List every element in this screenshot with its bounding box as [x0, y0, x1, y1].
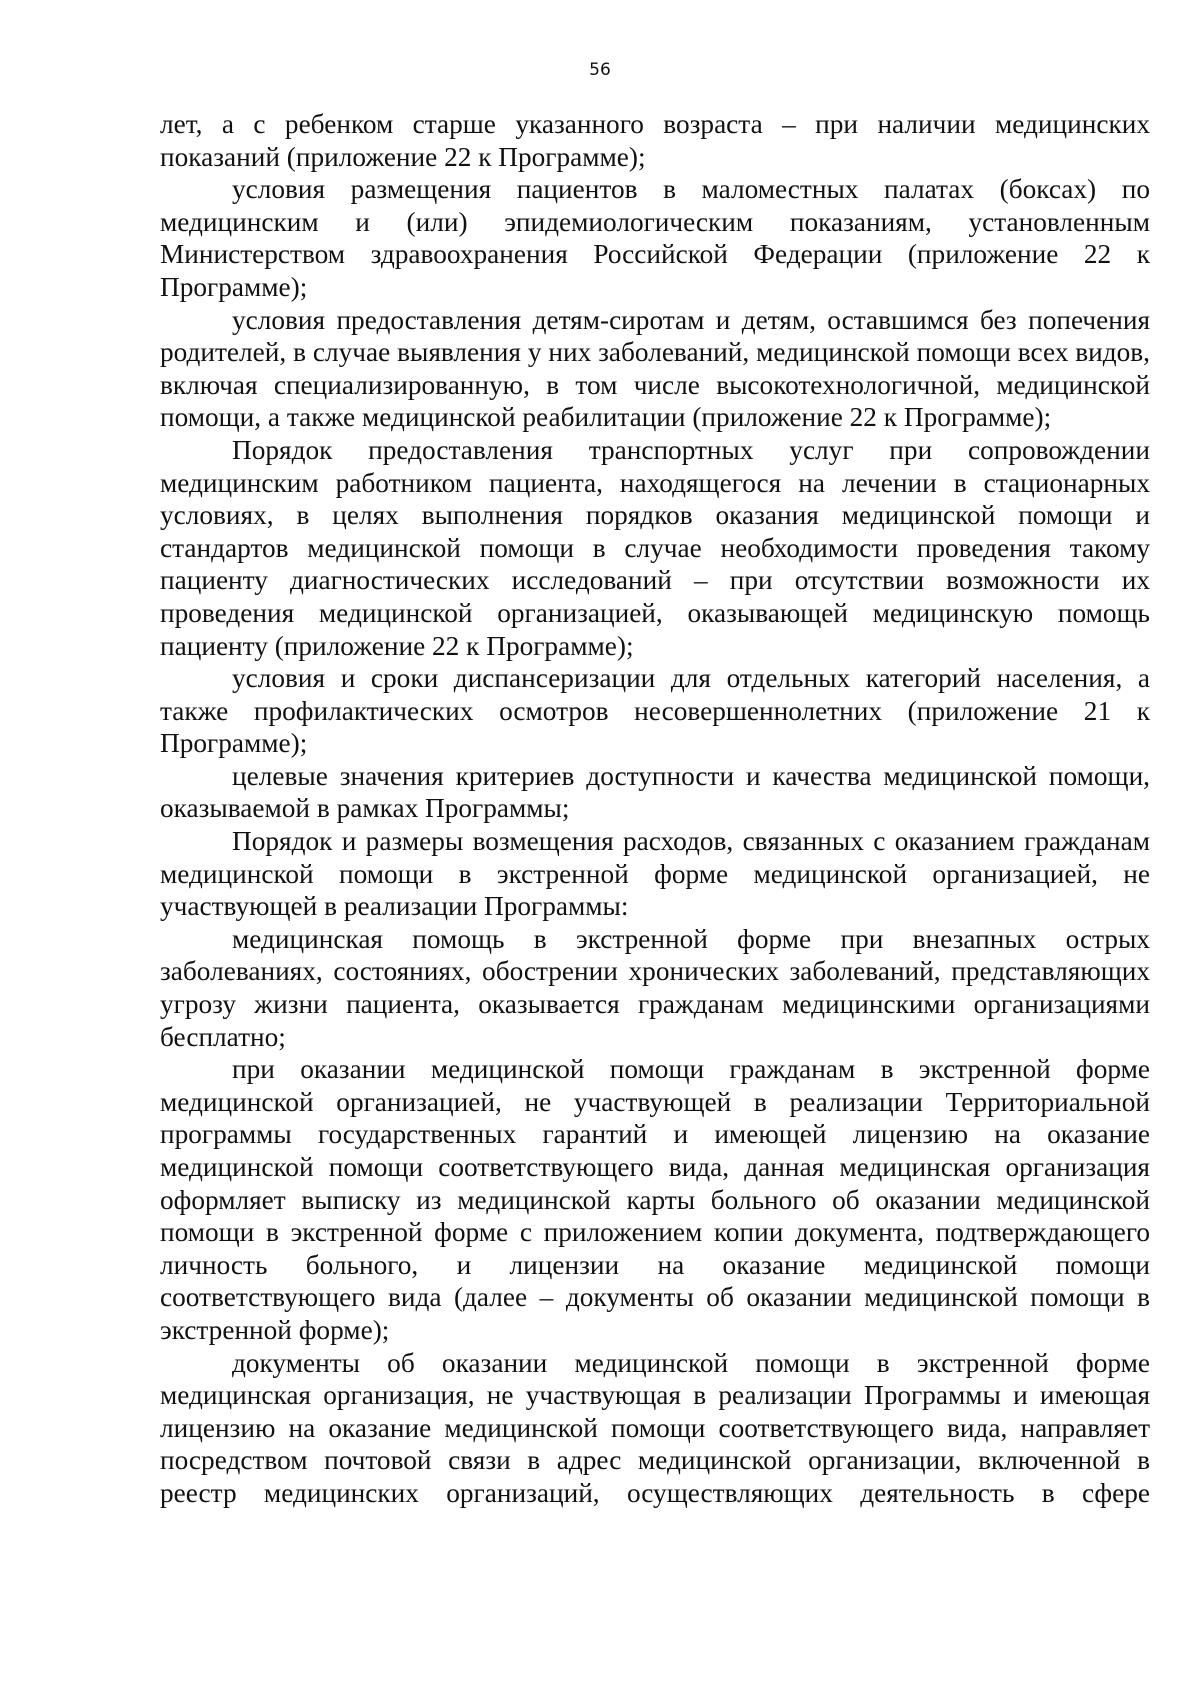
paragraph-orphans-conditions: условия предоставления детям-сиротам и детям, оставшимся без попечения родителей, в случае выявления у них заболеваний, медицинской помощи всех видов, включая специализированную, в том числе высокотехнологичной, медицинской помощи, а также медицинской реабилитации (приложение 22 к Программе); [160, 304, 1150, 433]
paragraph-documents-mailing: документы об оказании медицинской помощи в экстренной форме медицинская организация, не участвующая в реализации Программы и имеющая лицензию на оказание медицинской помощи соответствующего вида, направляет посредством почтовой связи в адрес медицинской организации, включенной в реестр медицинских организаций, осуществляющих деятельность в сфере [160, 1347, 1150, 1508]
paragraph-boxes-conditions: условия размещения пациентов в маломестных палатах (боксах) по медицинским и (или) эпидемиологическим показаниям, установленным Министерством здравоохранения Российской Федерации (приложение 22 к Программе); [160, 174, 1150, 302]
paragraph-reimbursement-procedure: Порядок и размеры возмещения расходов, связанных с оказанием гражданам медицинской помощи в экстренной форме медицинской организацией, не участвующей в реализации Программы: [160, 826, 1150, 922]
paragraph-emergency-care-documents: при оказании медицинской помощи гражданам в экстренной форме медицинской организацией, не участвующей в реализации Территориальной программы государственных гарантий и имеющей лицензию на оказание медицинской помощи соответствующего вида, данная медицинская организация оформляет выписку из медицинской карты больного об оказании медицинской помощи в экстренной форме с приложением копии документа, подтверждающего личность больного, и лицензии на оказание медицинской помощи соответствующего вида (далее – документы об оказании медицинской помощи в экстренной форме); [160, 1054, 1150, 1345]
paragraph-transport-procedure: Порядок предоставления транспортных услуг при сопровождении медицинским работником пациента, находящегося на лечении в стационарных условиях, в целях выполнения порядков оказания медицинской помощи и стандартов медицинской помощи в случае необходимости проведения такому пациенту диагностических исследований – при отсутствии возможности их проведения медицинской организацией, оказывающей медицинскую помощь пациенту (приложение 22 к Программе); [160, 434, 1150, 661]
paragraph-emergency-care-free: медицинская помощь в экстренной форме при внезапных острых заболеваниях, состояниях, обострении хронических заболеваний, представляющих угрозу жизни пациента, оказывается гражданам медицинскими организациями бесплатно; [160, 923, 1150, 1052]
paragraph-target-values: целевые значения критериев доступности и качества медицинской помощи, оказываемой в рамках Программы; [160, 760, 1150, 824]
paragraph-dispensarization: условия и сроки диспансеризации для отдельных категорий населения, а также профилактических осмотров несовершеннолетних (приложение 21 к Программе); [160, 663, 1150, 759]
page-number: 56 [589, 60, 611, 80]
document-body [160, 108, 1150, 1510]
paragraph-continuation: лет, а с ребенком старше указанного возраста – при наличии медицинских показаний (приложение 22 к Программе); [160, 109, 1150, 172]
